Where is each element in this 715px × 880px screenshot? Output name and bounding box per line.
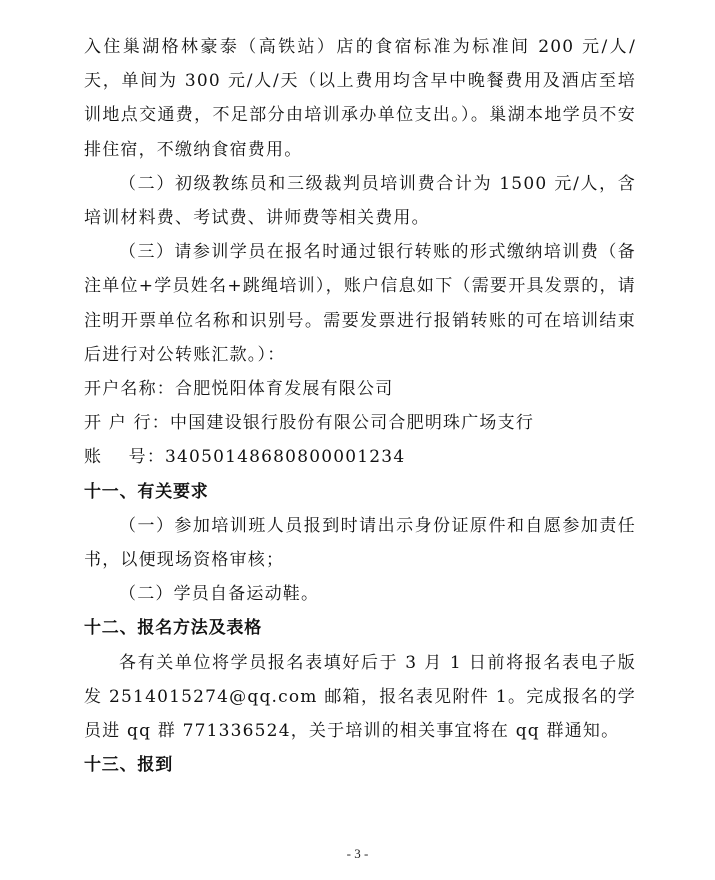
requirement-2-paragraph: （二）学员自备运动鞋。	[119, 584, 320, 605]
page-number: - 3 -	[346, 846, 369, 861]
registration-paragraph: 各有关单位将学员报名表填好后于 3 月 1 日前将报名表电子版发 2514015274@qq.com 邮箱，报名表见附件 1。完成报名的学员进 qq 群 771336524，关于培训的相关事宜将在 qq 群通知。	[84, 652, 636, 742]
section-13-heading: 十三、报到	[84, 755, 173, 776]
accommodation-paragraph: 入住巢湖格林豪泰（高铁站）店的食宿标准为标准间 200 元/人/天，单间为 300 元/人/天（以上费用均含早中晚餐费用及酒店至培训地点交通费，不足部分由培训承办单位支出。）。巢湖本地学员不安排住宿，不缴纳食宿费用。	[84, 37, 636, 160]
account-bank-line	[84, 406, 636, 440]
account-number-value: 34050148680800001234	[165, 447, 406, 468]
account-name-value: 合肥悦阳体育发展有限公司	[175, 379, 394, 400]
account-number-label: 账 号：	[84, 447, 166, 468]
section-12-heading: 十二、报名方法及表格	[84, 618, 262, 639]
document-body	[84, 30, 636, 782]
account-name-line	[84, 372, 636, 406]
account-number-line	[84, 440, 636, 474]
account-bank-value: 中国建设银行股份有限公司合肥明珠广场支行	[170, 413, 535, 434]
requirement-1-paragraph: （一）参加培训班人员报到时请出示身份证原件和自愿参加责任书，以便现场资格审核；	[84, 515, 636, 571]
account-bank-label: 开 户 行：	[84, 413, 171, 434]
section-11-heading: 十一、有关要求	[84, 481, 209, 502]
payment-method-paragraph: （三）请参训学员在报名时通过银行转账的形式缴纳培训费（备注单位+学员姓名+跳绳培训），账户信息如下（需要开具发票的，请注明开票单位名称和识别号。需要发票进行报销转账的可在培训结束后进行对公转账汇款。）：	[84, 242, 636, 365]
fee-total-paragraph: （二）初级教练员和三级裁判员培训费合计为 1500 元/人，含培训材料费、考试费、讲师费等相关费用。	[84, 173, 636, 229]
account-name-label: 开户名称：	[84, 379, 175, 400]
